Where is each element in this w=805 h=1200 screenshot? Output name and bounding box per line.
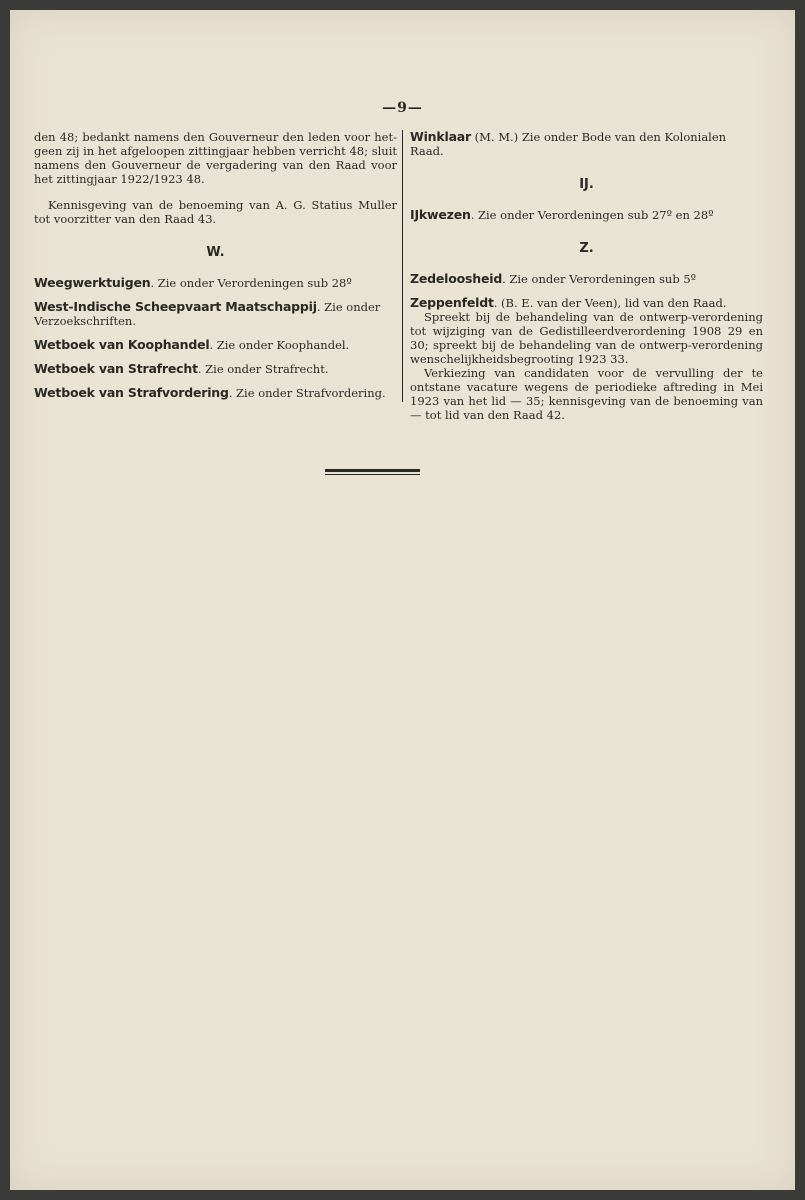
entry-lemma: Zedeloosheid xyxy=(410,271,503,286)
notice-text: Kennisgeving van de benoeming van A. G. Statius Muller tot voorzitter van den Raad 43. xyxy=(34,198,397,226)
end-rule-thick xyxy=(325,469,420,472)
entry-text: . Zie onder Verzoekschriften. xyxy=(34,300,381,328)
entry-lemma: West-Indische Scheepvaart Maatschappij xyxy=(34,299,317,314)
left-column xyxy=(34,130,397,400)
zeppenfeldt-paragraph-1: Spreekt bij de behandeling van de ontwerp-verordening tot wijziging van de Gedistilleerdverordening 1908 29 en 30; spreekt bij de behandeling van de ontwerp-verordening wenschelijkheidsbegrooting 1923 33. xyxy=(410,310,763,366)
section-letter-z: Z. xyxy=(579,241,594,256)
section-letter-w: W. xyxy=(206,245,225,260)
entry-text: . Zie onder Verordeningen sub 5º xyxy=(502,272,697,286)
index-entry xyxy=(34,386,397,400)
page-number: —9— xyxy=(382,100,423,116)
right-column xyxy=(410,130,763,422)
index-entry xyxy=(34,276,397,290)
end-rule-thin xyxy=(325,474,420,475)
index-entry-winklaar xyxy=(410,130,763,158)
entry-lemma: Weegwerktuigen xyxy=(34,275,151,290)
entry-text: . Zie onder Verordeningen sub 27º en 28º xyxy=(470,208,714,222)
entry-lemma: Wetboek van Strafrecht xyxy=(34,361,198,376)
index-entry xyxy=(34,362,397,376)
zeppenfeldt-paragraph-2: Verkiezing van candidaten voor de vervulling der te ontstane vacature wegens de periodieke aftreding in Mei 1923 van het lid — 35; kennisgeving van de benoeming van — tot lid van den Raad 42. xyxy=(410,366,763,422)
entry-text: (M. M.) Zie onder Bode van den Kolonialen Raad. xyxy=(410,130,727,158)
section-letter-ij: IJ. xyxy=(579,177,594,192)
entry-lemma: Wetboek van Strafvordering xyxy=(34,385,229,400)
entry-text: . Zie onder Verordeningen sub 28º xyxy=(150,276,352,290)
entry-lemma: Wetboek van Koophandel xyxy=(34,337,210,352)
entry-text: . Zie onder Strafvordering. xyxy=(228,386,386,400)
column-divider xyxy=(402,130,403,402)
entry-lemma: Zeppenfeldt xyxy=(410,295,494,310)
index-entry xyxy=(34,300,397,328)
entry-text: . (B. E. van der Veen), lid van den Raad. xyxy=(493,296,727,310)
index-entry-zedeloosheid xyxy=(410,272,763,286)
entry-text: . Zie onder Koophandel. xyxy=(209,338,350,352)
entry-lemma: Winklaar xyxy=(410,129,472,144)
continuation-text: den 48; bedankt namens den Gouverneur den leden voor het-geen zij in het afgeloopen zittingjaar hebben verricht 48; sluit namens den Gouverneur de vergadering van den Raad voor het zittingjaar 1922/1923 48. xyxy=(34,130,397,186)
index-entry-ijkwezen xyxy=(410,208,763,222)
entry-lemma: IJkwezen xyxy=(410,207,471,222)
index-entry xyxy=(34,338,397,352)
index-entry-zeppenfeldt xyxy=(410,296,763,310)
entry-text: . Zie onder Strafrecht. xyxy=(197,362,329,376)
